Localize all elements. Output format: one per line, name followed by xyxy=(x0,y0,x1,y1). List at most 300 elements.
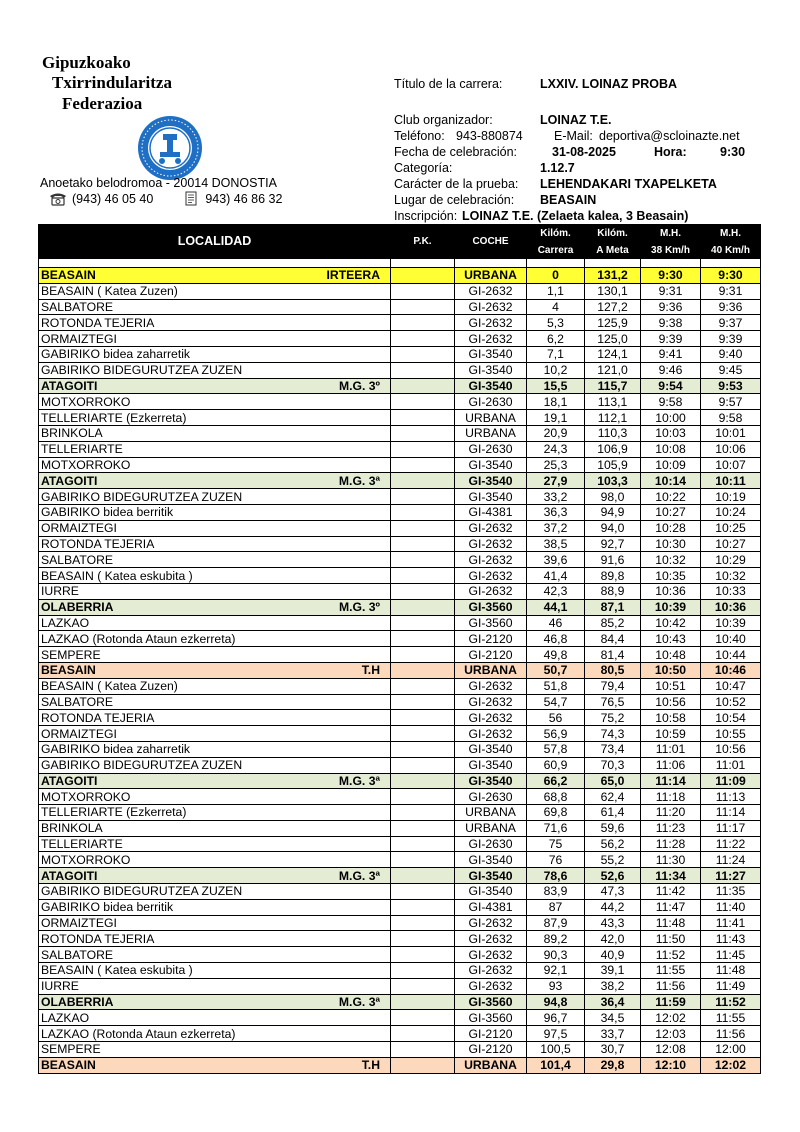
cell-pk xyxy=(391,441,455,457)
cell-localidad xyxy=(39,631,391,647)
cell-coche: GI-2120 xyxy=(455,631,527,647)
cell-mh40: 9:40 xyxy=(701,346,761,362)
cell-mh38: 10:09 xyxy=(641,457,701,473)
cell-km-meta: 125,0 xyxy=(585,331,641,347)
cell-mh40: 10:47 xyxy=(701,678,761,694)
cell-km-carrera: 89,2 xyxy=(527,931,585,947)
cell-km-meta: 65,0 xyxy=(585,773,641,789)
cell-km-carrera: 69,8 xyxy=(527,805,585,821)
localidad-note xyxy=(380,948,388,962)
cell-mh40: 11:41 xyxy=(701,915,761,931)
table-row xyxy=(39,283,761,299)
cell-km-carrera: 92,1 xyxy=(527,963,585,979)
localidad-note xyxy=(380,1011,388,1025)
cell-localidad xyxy=(39,410,391,426)
localidad-note xyxy=(380,727,388,741)
cell-mh40: 9:45 xyxy=(701,362,761,378)
inscription-label: Inscripción: xyxy=(394,209,458,223)
cell-pk xyxy=(391,268,455,284)
localidad-note xyxy=(380,648,388,662)
cell-pk xyxy=(391,994,455,1010)
cell-mh38: 10:48 xyxy=(641,647,701,663)
cell-coche: GI-3560 xyxy=(455,599,527,615)
table-row xyxy=(39,963,761,979)
cell-mh40: 10:56 xyxy=(701,741,761,757)
localidad-name: IURRE xyxy=(41,979,79,994)
spacer-row xyxy=(39,259,761,268)
cell-coche: GI-2120 xyxy=(455,1042,527,1058)
cell-mh40: 10:01 xyxy=(701,425,761,441)
localidad-name: SEMPERE xyxy=(41,647,101,662)
cell-pk xyxy=(391,504,455,520)
cell-mh40: 11:24 xyxy=(701,852,761,868)
table-row xyxy=(39,931,761,947)
cell-km-meta: 40,9 xyxy=(585,947,641,963)
table-row xyxy=(39,583,761,599)
cell-km-meta: 47,3 xyxy=(585,884,641,900)
cell-mh40: 9:39 xyxy=(701,331,761,347)
cell-mh40: 12:02 xyxy=(701,1057,761,1073)
cell-km-carrera: 19,1 xyxy=(527,410,585,426)
cell-localidad xyxy=(39,315,391,331)
cell-mh40: 9:53 xyxy=(701,378,761,394)
cell-km-carrera: 5,3 xyxy=(527,315,585,331)
cell-localidad xyxy=(39,726,391,742)
localidad-note: M.G. 3ª xyxy=(338,868,380,883)
localidad-note: M.G. 3ª xyxy=(338,473,380,488)
localidad-name: OLABERRIA xyxy=(41,600,114,615)
cell-mh38: 10:27 xyxy=(641,504,701,520)
table-row xyxy=(39,1042,761,1058)
table-row xyxy=(39,394,761,410)
cell-pk xyxy=(391,410,455,426)
cell-coche: GI-2632 xyxy=(455,978,527,994)
cell-km-meta: 56,2 xyxy=(585,836,641,852)
header-km-carrera: Kilóm. xyxy=(527,225,585,242)
cell-pk xyxy=(391,631,455,647)
cell-localidad xyxy=(39,915,391,931)
cell-mh38: 11:50 xyxy=(641,931,701,947)
cell-localidad xyxy=(39,820,391,836)
cell-mh40: 10:52 xyxy=(701,694,761,710)
club-email[interactable]: deportiva@scloinazte.net xyxy=(599,129,740,143)
cell-localidad xyxy=(39,362,391,378)
cell-km-carrera: 39,6 xyxy=(527,552,585,568)
telephone-icon xyxy=(48,191,68,206)
cell-mh40: 10:11 xyxy=(701,473,761,489)
cell-coche: GI-3540 xyxy=(455,852,527,868)
cell-localidad xyxy=(39,1026,391,1042)
cell-mh38: 10:43 xyxy=(641,631,701,647)
cell-km-carrera: 1,1 xyxy=(527,283,585,299)
cell-km-carrera: 60,9 xyxy=(527,757,585,773)
cell-localidad xyxy=(39,457,391,473)
cell-coche: GI-2632 xyxy=(455,931,527,947)
cell-localidad xyxy=(39,615,391,631)
localidad-name: SALBATORE xyxy=(41,552,114,567)
cell-km-carrera: 78,6 xyxy=(527,868,585,884)
cell-coche: GI-2120 xyxy=(455,1026,527,1042)
cell-km-carrera: 46,8 xyxy=(527,631,585,647)
cell-mh40: 12:00 xyxy=(701,1042,761,1058)
cell-mh40: 11:40 xyxy=(701,899,761,915)
cell-km-carrera: 101,4 xyxy=(527,1057,585,1073)
table-row xyxy=(39,1010,761,1026)
localidad-note xyxy=(380,979,388,993)
cell-km-meta: 44,2 xyxy=(585,899,641,915)
cell-mh40: 11:13 xyxy=(701,789,761,805)
cell-coche: GI-3540 xyxy=(455,473,527,489)
cell-km-meta: 89,8 xyxy=(585,568,641,584)
cell-km-meta: 87,1 xyxy=(585,599,641,615)
cell-coche: GI-2632 xyxy=(455,283,527,299)
localidad-name: BEASAIN ( Katea Zuzen) xyxy=(41,284,178,299)
cell-localidad xyxy=(39,599,391,615)
category-label: Categoría: xyxy=(394,161,453,175)
table-row xyxy=(39,741,761,757)
cell-km-carrera: 83,9 xyxy=(527,884,585,900)
cell-km-meta: 79,4 xyxy=(585,678,641,694)
localidad-note xyxy=(380,347,388,361)
cell-mh38: 9:54 xyxy=(641,378,701,394)
cell-pk xyxy=(391,425,455,441)
cell-pk xyxy=(391,568,455,584)
cell-mh38: 9:30 xyxy=(641,268,701,284)
race-title-label: Título de la carrera: xyxy=(394,77,503,91)
cell-pk xyxy=(391,394,455,410)
federation-name-line-1: Gipuzkoako xyxy=(42,53,131,72)
localidad-note xyxy=(380,569,388,583)
cell-mh38: 10:56 xyxy=(641,694,701,710)
localidad-note xyxy=(380,537,388,551)
table-row xyxy=(39,662,761,678)
cell-mh40: 11:52 xyxy=(701,994,761,1010)
cell-localidad xyxy=(39,852,391,868)
cell-pk xyxy=(391,599,455,615)
cell-mh38: 11:42 xyxy=(641,884,701,900)
table-row xyxy=(39,457,761,473)
localidad-name: BEASAIN xyxy=(41,663,96,678)
cell-pk xyxy=(391,552,455,568)
cell-mh38: 10:03 xyxy=(641,425,701,441)
cell-coche: URBANA xyxy=(455,1057,527,1073)
character-label: Carácter de la prueba: xyxy=(394,177,519,191)
localidad-note xyxy=(380,679,388,693)
localidad-note xyxy=(380,505,388,519)
cell-km-meta: 88,9 xyxy=(585,583,641,599)
cell-mh40: 10:29 xyxy=(701,552,761,568)
localidad-note xyxy=(380,332,388,346)
race-hour: 9:30 xyxy=(720,145,746,159)
cell-km-meta: 73,4 xyxy=(585,741,641,757)
race-date: 31-08-2025 xyxy=(552,145,616,159)
phone-label: Teléfono: xyxy=(394,129,445,143)
localidad-note xyxy=(380,916,388,930)
localidad-note xyxy=(380,900,388,914)
cell-coche: GI-3540 xyxy=(455,741,527,757)
cell-pk xyxy=(391,1042,455,1058)
localidad-note xyxy=(380,853,388,867)
cell-mh38: 11:30 xyxy=(641,852,701,868)
cell-km-carrera: 41,4 xyxy=(527,568,585,584)
cell-coche: GI-2632 xyxy=(455,568,527,584)
cell-km-carrera: 24,3 xyxy=(527,441,585,457)
localidad-name: GABIRIKO BIDEGURUTZEA ZUZEN xyxy=(41,758,243,773)
cell-coche: GI-2630 xyxy=(455,836,527,852)
localidad-note: M.G. 3ª xyxy=(338,773,380,788)
cell-pk xyxy=(391,820,455,836)
cell-mh38: 11:01 xyxy=(641,741,701,757)
cell-km-carrera: 38,5 xyxy=(527,536,585,552)
localidad-name: ATAGOITI xyxy=(41,773,98,788)
cell-coche: GI-2632 xyxy=(455,710,527,726)
inscription-value: LOINAZ T.E. (Zelaeta kalea, 3 Beasain) xyxy=(462,209,689,223)
cell-mh40: 9:36 xyxy=(701,299,761,315)
header-mh40: M.H. xyxy=(701,225,761,242)
cell-mh38: 11:18 xyxy=(641,789,701,805)
cell-mh38: 11:47 xyxy=(641,899,701,915)
localidad-name: BEASAIN ( Katea eskubita ) xyxy=(41,963,193,978)
cell-km-carrera: 33,2 xyxy=(527,489,585,505)
cell-km-carrera: 94,8 xyxy=(527,994,585,1010)
table-row xyxy=(39,884,761,900)
cell-mh40: 11:56 xyxy=(701,1026,761,1042)
localidad-name: ROTONDA TEJERIA xyxy=(41,710,155,725)
cell-km-meta: 94,0 xyxy=(585,520,641,536)
table-row xyxy=(39,299,761,315)
cell-localidad xyxy=(39,504,391,520)
club-name: LOINAZ T.E. xyxy=(540,113,612,127)
cell-localidad xyxy=(39,1042,391,1058)
cell-mh40: 11:43 xyxy=(701,931,761,947)
cell-coche: GI-3540 xyxy=(455,757,527,773)
cell-pk xyxy=(391,757,455,773)
localidad-note xyxy=(380,411,388,425)
table-row xyxy=(39,978,761,994)
localidad-note xyxy=(380,837,388,851)
localidad-name: LAZKAO xyxy=(41,1010,90,1025)
localidad-note xyxy=(380,316,388,330)
localidad-name: OLABERRIA xyxy=(41,995,114,1010)
table-row xyxy=(39,694,761,710)
table-row xyxy=(39,568,761,584)
cell-mh40: 10:44 xyxy=(701,647,761,663)
cell-coche: GI-3560 xyxy=(455,615,527,631)
cell-mh40: 11:01 xyxy=(701,757,761,773)
cell-mh40: 11:49 xyxy=(701,978,761,994)
cell-mh38: 9:58 xyxy=(641,394,701,410)
cell-coche: GI-2632 xyxy=(455,520,527,536)
cell-mh38: 11:20 xyxy=(641,805,701,821)
cell-km-meta: 74,3 xyxy=(585,726,641,742)
cell-mh40: 10:24 xyxy=(701,504,761,520)
cell-pk xyxy=(391,346,455,362)
table-row xyxy=(39,378,761,394)
cell-pk xyxy=(391,520,455,536)
localidad-note xyxy=(380,805,388,819)
cell-pk xyxy=(391,899,455,915)
cell-coche: GI-3540 xyxy=(455,773,527,789)
cell-mh38: 9:46 xyxy=(641,362,701,378)
localidad-name: GABIRIKO bidea zaharretik xyxy=(41,742,191,757)
cell-km-carrera: 15,5 xyxy=(527,378,585,394)
table-row xyxy=(39,836,761,852)
cell-localidad xyxy=(39,520,391,536)
cell-localidad xyxy=(39,978,391,994)
cell-localidad xyxy=(39,441,391,457)
cell-km-carrera: 42,3 xyxy=(527,583,585,599)
cell-mh38: 12:10 xyxy=(641,1057,701,1073)
cell-pk xyxy=(391,473,455,489)
cell-localidad xyxy=(39,836,391,852)
cell-km-carrera: 100,5 xyxy=(527,1042,585,1058)
cell-localidad xyxy=(39,757,391,773)
cell-mh40: 10:07 xyxy=(701,457,761,473)
cell-mh38: 11:14 xyxy=(641,773,701,789)
cell-km-carrera: 57,8 xyxy=(527,741,585,757)
localidad-note: IRTEERA xyxy=(326,268,380,283)
table-row xyxy=(39,710,761,726)
header-mh40-sub: 40 Km/h xyxy=(701,242,761,259)
table-row xyxy=(39,362,761,378)
cell-coche: URBANA xyxy=(455,410,527,426)
cell-mh38: 9:39 xyxy=(641,331,701,347)
cell-localidad xyxy=(39,899,391,915)
cell-km-meta: 94,9 xyxy=(585,504,641,520)
cell-coche: GI-2632 xyxy=(455,678,527,694)
localidad-name: SALBATORE xyxy=(41,694,114,709)
localidad-note xyxy=(380,963,388,977)
table-row xyxy=(39,647,761,663)
cell-mh40: 10:36 xyxy=(701,599,761,615)
cell-km-carrera: 76 xyxy=(527,852,585,868)
cell-pk xyxy=(391,378,455,394)
table-row xyxy=(39,868,761,884)
race-place: BEASAIN xyxy=(540,193,597,207)
cell-mh40: 10:25 xyxy=(701,520,761,536)
cell-mh38: 9:31 xyxy=(641,283,701,299)
cell-localidad xyxy=(39,268,391,284)
fax-icon xyxy=(181,191,201,206)
cell-km-carrera: 18,1 xyxy=(527,394,585,410)
cell-mh38: 10:42 xyxy=(641,615,701,631)
localidad-name: ORMAIZTEGI xyxy=(41,726,117,741)
localidad-name: ORMAIZTEGI xyxy=(41,916,117,931)
cell-localidad xyxy=(39,647,391,663)
cell-coche: GI-3560 xyxy=(455,994,527,1010)
cell-km-meta: 112,1 xyxy=(585,410,641,426)
cell-mh40: 10:32 xyxy=(701,568,761,584)
cell-pk xyxy=(391,947,455,963)
header-localidad: LOCALIDAD xyxy=(39,225,391,259)
localidad-note: T.H xyxy=(361,663,380,678)
cell-mh38: 10:08 xyxy=(641,441,701,457)
cell-km-meta: 85,2 xyxy=(585,615,641,631)
localidad-name: ATAGOITI xyxy=(41,473,98,488)
email-label: E-Mail: xyxy=(554,129,593,143)
table-row xyxy=(39,536,761,552)
cell-pk xyxy=(391,884,455,900)
cell-km-carrera: 27,9 xyxy=(527,473,585,489)
localidad-name: BEASAIN ( Katea Zuzen) xyxy=(41,679,178,694)
cell-km-meta: 70,3 xyxy=(585,757,641,773)
cell-pk xyxy=(391,741,455,757)
localidad-note xyxy=(380,521,388,535)
cell-km-meta: 113,1 xyxy=(585,394,641,410)
cell-pk xyxy=(391,836,455,852)
cell-mh40: 9:37 xyxy=(701,315,761,331)
federation-fax: 943) 46 86 32 xyxy=(205,191,283,206)
cell-mh38: 9:41 xyxy=(641,346,701,362)
table-row xyxy=(39,1057,761,1073)
localidad-name: ORMAIZTEGI xyxy=(41,521,117,536)
cell-mh40: 11:27 xyxy=(701,868,761,884)
cell-coche: GI-3540 xyxy=(455,362,527,378)
table-row xyxy=(39,268,761,284)
cell-localidad xyxy=(39,331,391,347)
cell-km-carrera: 44,1 xyxy=(527,599,585,615)
cell-km-carrera: 87,9 xyxy=(527,915,585,931)
federation-name-line-3: Federazioa xyxy=(62,94,143,113)
cell-km-meta: 39,1 xyxy=(585,963,641,979)
localidad-name: TELLERIARTE xyxy=(41,837,123,852)
cell-pk xyxy=(391,931,455,947)
localidad-name: GABIRIKO bidea berritik xyxy=(41,505,174,520)
cell-pk xyxy=(391,283,455,299)
localidad-name: BRINKOLA xyxy=(41,821,103,836)
race-title: LXXIV. LOINAZ PROBA xyxy=(540,77,678,91)
cell-mh38: 10:51 xyxy=(641,678,701,694)
localidad-name: GABIRIKO BIDEGURUTZEA ZUZEN xyxy=(41,884,243,899)
cell-localidad xyxy=(39,773,391,789)
header-mh38-sub: 38 Km/h xyxy=(641,242,701,259)
cell-localidad xyxy=(39,947,391,963)
localidad-name: BRINKOLA xyxy=(41,426,103,441)
cell-km-meta: 121,0 xyxy=(585,362,641,378)
header-km-meta: Kilóm. xyxy=(585,225,641,242)
cell-km-carrera: 71,6 xyxy=(527,820,585,836)
cell-mh40: 9:31 xyxy=(701,283,761,299)
cell-mh40: 11:09 xyxy=(701,773,761,789)
table-row xyxy=(39,915,761,931)
localidad-note xyxy=(380,616,388,630)
cell-pk xyxy=(391,1026,455,1042)
cell-localidad xyxy=(39,473,391,489)
cell-km-meta: 124,1 xyxy=(585,346,641,362)
table-row xyxy=(39,994,761,1010)
cell-mh40: 10:55 xyxy=(701,726,761,742)
cell-pk xyxy=(391,536,455,552)
cell-km-meta: 81,4 xyxy=(585,647,641,663)
localidad-note: M.G. 3ª xyxy=(338,995,380,1010)
cell-km-carrera: 4 xyxy=(527,299,585,315)
table-row xyxy=(39,473,761,489)
localidad-name: TELLERIARTE xyxy=(41,442,123,457)
cell-mh40: 10:33 xyxy=(701,583,761,599)
localidad-note xyxy=(380,1042,388,1056)
table-row xyxy=(39,441,761,457)
cell-pk xyxy=(391,868,455,884)
localidad-name: ROTONDA TEJERIA xyxy=(41,536,155,551)
cell-coche: GI-2632 xyxy=(455,947,527,963)
localidad-note: M.G. 3º xyxy=(338,378,380,393)
cell-mh38: 10:22 xyxy=(641,489,701,505)
table-row xyxy=(39,773,761,789)
cell-km-carrera: 93 xyxy=(527,978,585,994)
localidad-note xyxy=(380,490,388,504)
cell-localidad xyxy=(39,805,391,821)
federation-contacts xyxy=(48,191,282,206)
